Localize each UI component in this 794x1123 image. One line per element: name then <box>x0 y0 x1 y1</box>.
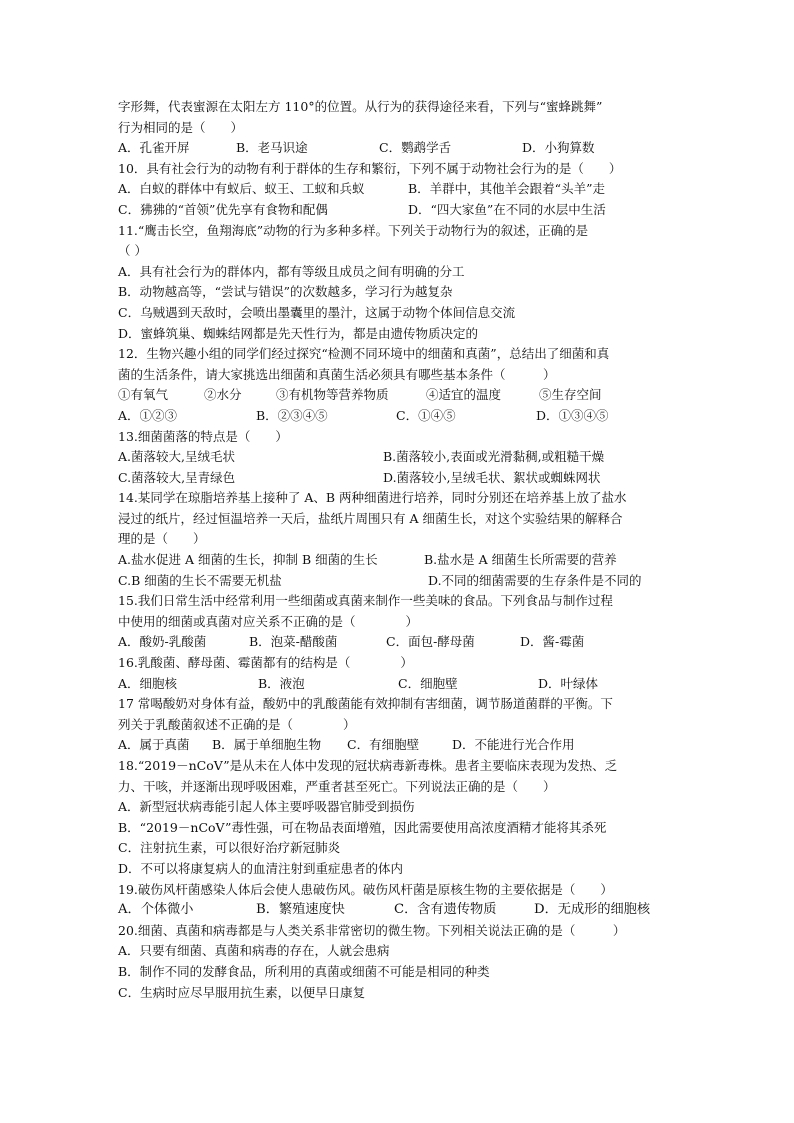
q11-option-d: D．蜜蜂筑巢、蜘蛛结网都是先天性行为，都是由遗传物质决定的 <box>118 325 479 341</box>
q20-stem: 20.细菌、真菌和病毒都是与人类关系非常密切的微生物。下列相关说法正确的是（ ） <box>118 922 626 938</box>
q19-option-c: C．含有遗传物质 <box>394 902 497 918</box>
q14-option-a: A.盐水促进 A 细菌的生长，抑制 B 细菌的生长 <box>118 552 378 568</box>
q12-item-4: ④适宜的温度 <box>426 387 502 403</box>
q12-options <box>118 406 688 427</box>
q19-options <box>118 900 688 921</box>
q18-stem-line-2: 力、干咳，并逐渐出现呼吸困难，严重者甚至死亡。下列说法正确的是（ ） <box>118 778 556 794</box>
q9-stem-line-2: 行为相同的是（ ） <box>118 119 244 135</box>
q14-options-ab <box>118 550 688 571</box>
q9-option-b: B．老马识途 <box>236 140 308 156</box>
q12-items <box>118 385 688 406</box>
q13-option-d: D.菌落较小,呈绒毛状、絮状或蜘蛛网状 <box>383 469 601 485</box>
q12-option-d: D．①③④⑤ <box>536 407 609 423</box>
q12-item-3: ③有机物等营养物质 <box>276 387 389 403</box>
q12-item-1: ①有氧气 <box>118 387 169 403</box>
q14-options-cd <box>118 571 688 592</box>
q14-option-d: D.不同的细菌需要的生存条件是不同的 <box>428 572 642 588</box>
q10-stem: 10．具有社会行为的动物有利于群体的生存和繁衍，下列不属于动物社会行为的是（ ） <box>118 160 622 176</box>
q13-option-b: B.菌落较小,表面或光滑黏稠,或粗糙干燥 <box>383 449 605 465</box>
q16-option-c: C．细胞壁 <box>398 675 458 691</box>
q17-option-c: C．有细胞壁 <box>347 737 420 753</box>
q11-option-a: A．具有社会行为的群体内，都有等级且成员之间有明确的分工 <box>118 263 465 279</box>
q17-option-b: B．属于单细胞生物 <box>212 737 322 753</box>
q12-option-c: C．①④⑤ <box>396 407 456 423</box>
q15-option-c: C．面包-酵母菌 <box>386 634 475 650</box>
q9-option-a: A．孔雀开屏 <box>118 140 190 156</box>
q20-option-c: C．生病时应尽早服用抗生素，以便早日康复 <box>118 984 366 1000</box>
q11-option-c: C．乌贼遇到天敌时，会喷出墨囊里的墨汁，这属于动物个体间信息交流 <box>118 304 516 320</box>
q16-option-b: B．液泡 <box>258 675 305 691</box>
q12-item-5: ⑤生存空间 <box>539 387 602 403</box>
q18-option-a: A．新型冠状病毒能引起人体主要呼吸器官肺受到损伤 <box>118 799 415 815</box>
q19-stem: 19.破伤风杆菌感染人体后会使人患破伤风。破伤风杆菌是原核生物的主要依据是（ ） <box>118 881 613 897</box>
q10-option-d: D．“四大家鱼”在不同的水层中生活 <box>408 201 606 217</box>
q9-option-c: C．鹦鹉学舌 <box>379 140 452 156</box>
q17-stem-line-1: 17 常喝酸奶对身体有益，酸奶中的乳酸菌能有效抑制有害细菌，调节肠道菌群的平衡。下 <box>118 696 613 712</box>
q18-option-d: D．不可以将康复病人的血清注射到重症患者的体内 <box>118 860 404 876</box>
q11-stem-line-2: （ ） <box>118 243 147 259</box>
q18-stem-line-1: 18.“2019－nCoV”是从未在人体中发现的冠状病毒新毒株。患者主要临床表现为发热、乏 <box>118 758 618 773</box>
q13-option-c: C.菌落较大,呈青绿色 <box>118 469 236 485</box>
q11-option-b: B．动物越高等，“尝试与错误”的次数越多，学习行为越复杂 <box>118 284 453 300</box>
q18-option-c: C．注射抗生素，可以很好治疗新冠肺炎 <box>118 840 341 856</box>
q9-option-d: D．小狗算数 <box>522 140 595 156</box>
q13-stem: 13.细菌菌落的特点是（ ） <box>118 428 288 444</box>
q12-stem-line-2: 菌的生活条件，请大家挑选出细菌和真菌生活必须具有哪些基本条件（ ） <box>118 366 556 382</box>
q12-option-b: B．②③④⑤ <box>256 407 328 423</box>
q10-option-b: B．羊群中，其他羊会跟着“头羊”走 <box>408 181 605 197</box>
q17-option-a: A．属于真菌 <box>118 737 190 753</box>
q14-option-b: B.盐水是 A 细菌生长所需要的营养 <box>424 552 617 568</box>
q15-option-b: B．泡菜-醋酸菌 <box>249 634 338 650</box>
q14-stem-line-3: 理的是（ ） <box>118 531 206 547</box>
q13-options-ab <box>118 447 688 468</box>
q9-options <box>118 138 688 159</box>
q13-option-a: A.菌落较大,呈绒毛状 <box>118 449 235 465</box>
q17-options <box>118 735 688 756</box>
q20-option-a: A．只要有细菌、真菌和病毒的存在，人就会患病 <box>118 943 390 959</box>
q17-stem-line-2: 列关于乳酸菌叙述不正确的是（ ） <box>118 716 356 732</box>
q14-option-c: C.B 细菌的生长不需要无机盐 <box>118 572 282 588</box>
q16-options <box>118 674 688 695</box>
q14-stem-line-2: 浸过的纸片，经过恒温培养一天后，盐纸片周围只有 A 细菌生长，对这个实验结果的解释合 <box>118 510 623 526</box>
q15-option-d: D．酱-霉菌 <box>520 634 585 650</box>
q12-option-a: A．①②③ <box>118 407 178 423</box>
q10-options-cd <box>118 200 688 221</box>
q14-stem-line-1: 14.某同学在琼脂培养基上接种了 A、B 两种细菌进行培养，同时分别还在培养基上放了盐水 <box>118 490 627 506</box>
q12-item-2: ②水分 <box>204 387 242 403</box>
q15-options <box>118 632 688 653</box>
q13-options-cd <box>118 468 688 489</box>
q18-option-b: B．“2019－nCoV”毒性强，可在物品表面增殖，因此需要使用高浓度酒精才能将其杀死 <box>118 819 607 835</box>
q20-option-b: B．制作不同的发酵食品，所利用的真菌或细菌不可能是相同的种类 <box>118 963 490 979</box>
q10-options-ab <box>118 179 688 200</box>
q9-stem-line-1: 字形舞，代表蜜源在太阳左方 110°的位置。从行为的获得途径来看，下列与“蜜蜂跳舞” <box>118 99 603 114</box>
q15-option-a: A．酸奶-乳酸菌 <box>118 634 207 650</box>
q16-option-d: D．叶绿体 <box>538 675 599 691</box>
q15-stem-line-2: 中使用的细菌或真菌对应关系不正确的是（ ） <box>118 613 419 629</box>
q17-option-d: D．不能进行光合作用 <box>452 737 575 753</box>
q16-stem: 16.乳酸菌、酵母菌、霉菌都有的结构是（ ） <box>118 655 413 671</box>
q16-option-a: A．细胞核 <box>118 675 178 691</box>
document-page <box>118 97 688 1003</box>
q11-stem-line-1: 11.“鹰击长空，鱼翔海底”动物的行为多种多样。下列关于动物行为的叙述，正确的是 <box>118 222 589 238</box>
q10-option-c: C．狒狒的“首领”优先享有食物和配偶 <box>118 201 328 217</box>
q10-option-a: A．白蚁的群体中有蚁后、蚁王、工蚁和兵蚁 <box>118 181 365 197</box>
q19-option-d: D．无成形的细胞核 <box>534 902 651 918</box>
q15-stem-line-1: 15.我们日常生活中经常利用一些细菌或真菌来制作一些美味的食品。下列食品与制作过程 <box>118 593 613 609</box>
q19-option-b: B．繁殖速度快 <box>256 902 345 918</box>
q19-option-a: A．个体微小 <box>118 902 194 918</box>
q12-stem-line-1: 12．生物兴趣小组的同学们经过探究“检测不同环境中的细菌和真菌”，总结出了细菌和真 <box>118 346 610 362</box>
